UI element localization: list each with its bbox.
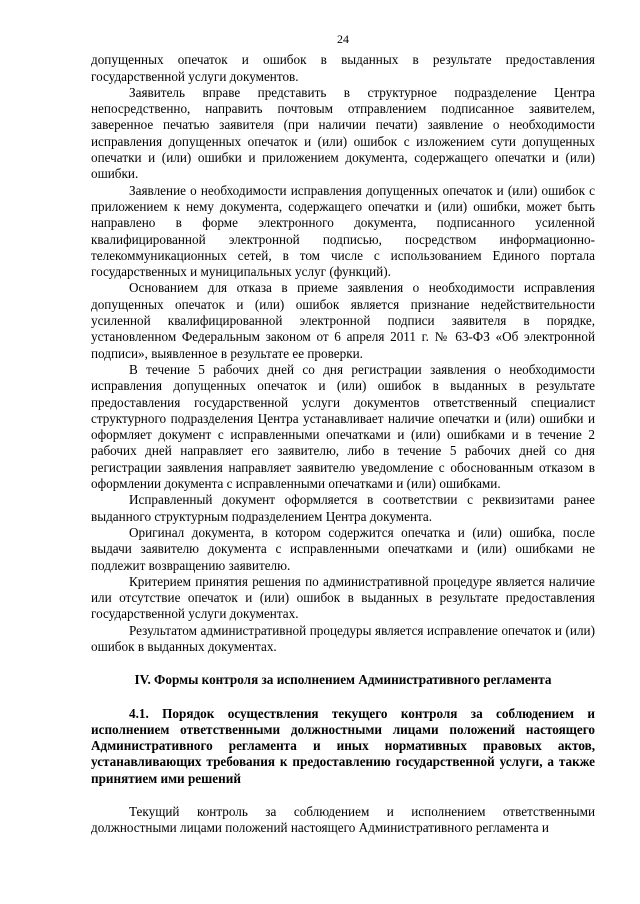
paragraph: Оригинал документа, в котором содержится опечатка и (или) ошибка, после выдачи заявителю документа с исправленными опечатками и (или) ошибками не подлежит возвращению заявителю. bbox=[91, 524, 595, 573]
subsection-heading: 4.1. Порядок осуществления текущего контроля за соблюдением и исполнением ответственными должностными лицами положений настоящего Административного регламента и иных нормативных правовых актов, устанавливающих требования к предоставлению государственной услуги, а также принятием ими решений bbox=[91, 705, 595, 786]
paragraph: В течение 5 рабочих дней со дня регистрации заявления о необходимости исправления допущенных опечаток и (или) ошибок в выданных в результате предоставления государственной услуги документов ответственный специалист структурного подразделения Центра устанавливает наличие опечатки и (или) ошибки и оформляет документ с исправленными опечатками и (или) ошибками и в течение 2 рабочих дней направляет его заявителю, либо в течение 5 рабочих дней со дня регистрации заявления направляет заявителю уведомление с обоснованным отказом в оформлении документа с исправленными опечатками и (или) ошибками. bbox=[91, 361, 595, 492]
paragraph: Основанием для отказа в приеме заявления о необходимости исправления допущенных опечаток и (или) ошибок является признание недействительности усиленной квалифицированной электронной подписи заявителя в порядке, установленном Федеральным законом от 6 апреля 2011 г. № 63-ФЗ «Об электронной подписи», выявленное в результате ее проверки. bbox=[91, 280, 595, 361]
section-title: IV. Формы контроля за исполнением Административного регламента bbox=[134, 672, 552, 688]
paragraph: Исправленный документ оформляется в соответствии с реквизитами ранее выданного структурным подразделением Центра документа. bbox=[91, 492, 595, 524]
paragraph: Заявление о необходимости исправления допущенных опечаток и (или) ошибок с приложением к нему документа, содержащего опечатки и (или) ошибки, может быть направлено в форме электронного документа, подписанного усиленной квалифицированной электронной подписью, посредством информационно-телекоммуникационных сетей, в том числе с использованием Единого портала государственных и муниципальных услуг (функций). bbox=[91, 182, 595, 280]
page-number: 24 bbox=[337, 32, 349, 46]
paragraph: Заявитель вправе представить в структурное подразделение Центра непосредственно, направить почтовым отправлением подписанное заявителем, заверенное печатью заявителя (при наличии печати) заявление о необходимости исправления допущенных опечаток и (или) ошибок с изложением сути допущенных опечатки и (или) ошибки и приложением документа, содержащего опечатки и (или) ошибки. bbox=[91, 84, 595, 182]
paragraph: Критерием принятия решения по административной процедуре является наличие или отсутствие опечаток и (или) ошибок в выданных в результате предоставления государственной услуги документах. bbox=[91, 573, 595, 622]
paragraph-continuation: допущенных опечаток и ошибок в выданных в результате предоставления государственной услуги документов. bbox=[91, 52, 595, 84]
paragraph: Результатом административной процедуры является исправление опечаток и (или) ошибок в выданных документах. bbox=[91, 622, 595, 654]
document-page bbox=[91, 31, 595, 837]
paragraph-final: Текущий контроль за соблюдением и исполнением ответственными должностными лицами положений настоящего Административного регламента и bbox=[91, 804, 595, 836]
